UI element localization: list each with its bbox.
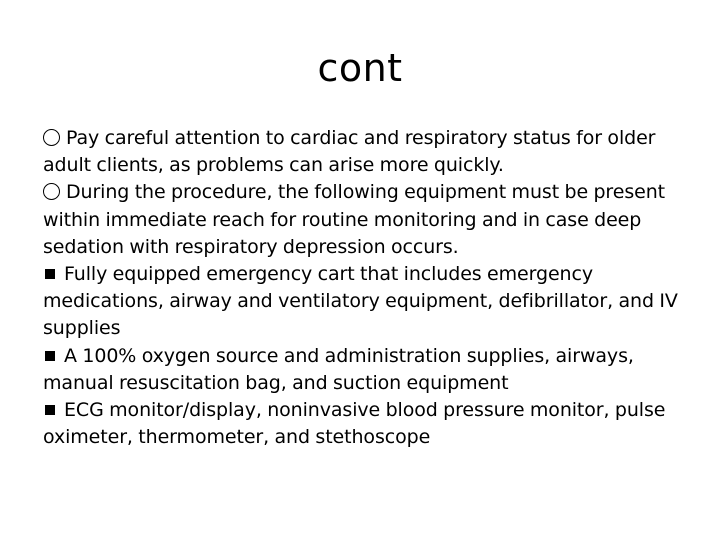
bullet-text: During the procedure, the following equipment must be present within immediate reach for routine monitoring and in case deep sedation with respiratory depression occurs. bbox=[43, 181, 665, 258]
sub-bullet-item-2 bbox=[43, 343, 693, 397]
square-icon bbox=[45, 351, 55, 361]
square-icon bbox=[45, 405, 55, 415]
sub-bullet-item-3 bbox=[43, 397, 693, 451]
bullet-text: ECG monitor/display, noninvasive blood pressure monitor, pulse oximeter, thermometer, and stethoscope bbox=[43, 399, 666, 449]
bullet-text: A 100% oxygen source and administration supplies, airways, manual resuscitation bag, and suction equipment bbox=[43, 344, 634, 394]
slide-body bbox=[43, 125, 693, 451]
slide-title bbox=[0, 44, 720, 92]
square-icon bbox=[45, 269, 55, 279]
circle-icon bbox=[43, 129, 60, 146]
bullet-text: Fully equipped emergency cart that includes emergency medications, airway and ventilatory equipment, defibrillator, and IV supplies bbox=[43, 263, 678, 340]
bullet-item-1 bbox=[43, 125, 693, 179]
circle-icon bbox=[43, 183, 60, 200]
bullet-item-2 bbox=[43, 179, 693, 261]
bullet-text: Pay careful attention to cardiac and respiratory status for older adult clients, as problems can arise more quickly. bbox=[43, 127, 656, 177]
sub-bullet-item-1 bbox=[43, 261, 693, 343]
slide-title-text: cont bbox=[317, 46, 403, 90]
